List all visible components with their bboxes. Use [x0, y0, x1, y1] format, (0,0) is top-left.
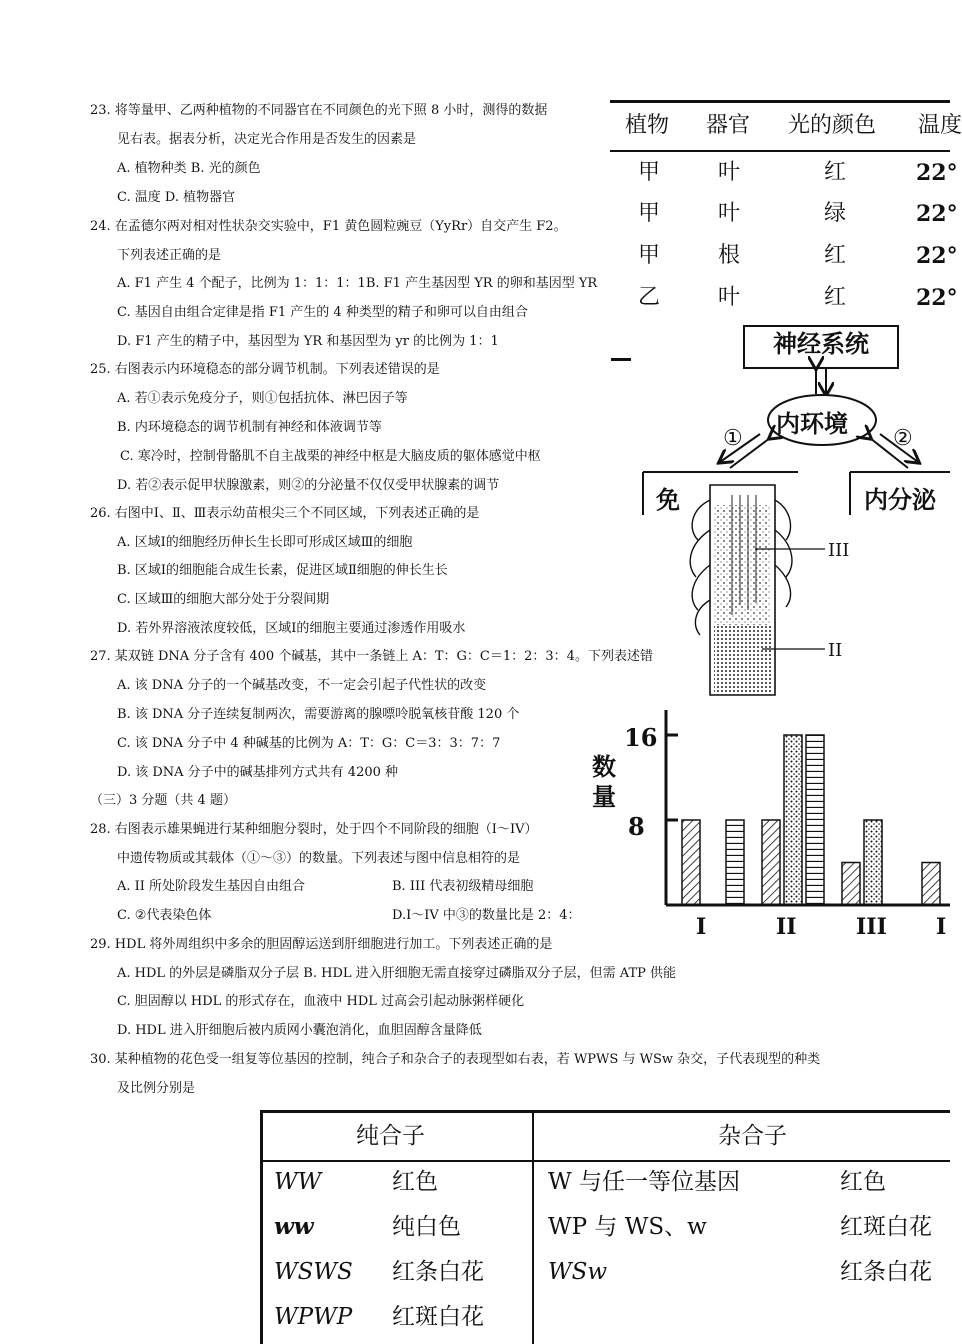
- plant-table: [610, 100, 962, 320]
- chart-tick-16: 16: [624, 723, 658, 752]
- table-cell: 红: [824, 160, 847, 185]
- label-1: ①: [723, 426, 743, 451]
- phenotype-cell: 红斑白花: [840, 1214, 932, 1240]
- gene-header-heterozygous: 杂合子: [718, 1123, 787, 1149]
- table-cell: 22°: [916, 201, 958, 227]
- q25-option-b: B. 内环境稳态的调节机制有神经和体液调节等: [117, 420, 382, 435]
- table-cell: 根: [718, 243, 741, 268]
- genotype-cell: WSWS: [274, 1259, 353, 1285]
- phenotype-cell: 红条白花: [392, 1259, 484, 1285]
- section-heading: （三）3 分题（共 4 题）: [90, 793, 236, 808]
- q25-option-a: A. 若①表示免疫分子，则①包括抗体、淋巴因子等: [117, 391, 408, 406]
- q28-option-a: A. II 所处阶段发生基因自由组合: [117, 879, 306, 894]
- table-cell: 22°: [916, 285, 958, 311]
- gene-header-homozygous: 纯合子: [356, 1123, 425, 1149]
- table-cell: 甲: [638, 201, 661, 226]
- genotype-cell: ww: [274, 1213, 314, 1240]
- table-cell: 叶: [718, 160, 741, 185]
- q28-option-b: B. III 代表初级精母细胞: [392, 879, 534, 894]
- table-cell: 红: [824, 285, 847, 310]
- q23-option-c: C. 温度 D. 植物器官: [117, 190, 236, 205]
- q28-line2: 中遗传物质或其载体（①～③）的数量。下列表述与图中信息相符的是: [117, 851, 521, 866]
- q27-option-d: D. 该 DNA 分子中的碱基排列方式共有 4200 种: [117, 765, 399, 780]
- q27-option-a: A. 该 DNA 分子的一个碱基改变，不一定会引起子代性状的改变: [117, 678, 487, 693]
- x-tick-label: I: [696, 914, 707, 940]
- q30-line1: 30. 某种植物的花色受一组复等位基因的控制，纯合子和杂合子的表现型如右表，若 WPWS 与 WSw 杂交，子代表现型的种类: [90, 1052, 821, 1067]
- label-2: ②: [893, 426, 913, 451]
- q28-option-c: C. ②代表染色体: [117, 908, 212, 923]
- table-cell: 22°: [916, 243, 958, 269]
- table-cell: 红: [824, 243, 847, 268]
- table-header-cell: 器官: [706, 113, 751, 138]
- q27-option-c: C. 该 DNA 分子中 4 种碱基的比例为 A：T：G：C＝3：3：7：7: [117, 736, 501, 751]
- region-2-label: II: [828, 640, 843, 661]
- q23-line2: 见右表。据表分析，决定光合作用是否发生的因素是: [117, 132, 417, 147]
- q29-option-c: C. 胆固醇以 HDL 的形式存在，血液中 HDL 过高会引起动脉粥样硬化: [117, 994, 525, 1009]
- phenotype-cell: 红条白花: [840, 1259, 932, 1285]
- table-header-rule: [610, 150, 950, 152]
- gene-table-header-rule: [260, 1160, 950, 1162]
- genotype-cell: WP 与 WS、w: [548, 1214, 707, 1240]
- q29-line1: 29. HDL 将外周组织中多余的胆固醇运送到肝细胞进行加工。下列表述正确的是: [90, 937, 553, 952]
- table-cell: 甲: [638, 243, 661, 268]
- genotype-cell: WSw: [548, 1259, 608, 1285]
- q23-line1: 23. 将等量甲、乙两种植物的不同器官在不同颜色的光下照 8 小时，测得的数据: [90, 103, 548, 118]
- genotype-cell: WW: [274, 1169, 322, 1195]
- q29-option-a: A. HDL 的外层是磷脂双分子层 B. HDL 进入肝细胞无需直接穿过磷脂双分子层，但需 ATP 供能: [117, 966, 677, 981]
- genotype-cell: WPWP: [274, 1304, 353, 1330]
- table-cell: 乙: [638, 285, 661, 310]
- q28-line1: 28. 右图表示雄果蝇进行某种细胞分裂时，处于四个不同阶段的细胞（I～IV）: [90, 822, 538, 837]
- chart-y-label: 数量: [592, 752, 616, 811]
- bar-1-series-3: [726, 820, 744, 905]
- q24-line1: 24. 在孟德尔两对相对性状杂交实验中，F1 黄色圆粒豌豆（YyRr）自交产生 F2。: [90, 219, 567, 234]
- q27-option-b: B. 该 DNA 分子连续复制两次，需要游离的腺嘌呤脱氧核苷酸 120 个: [117, 707, 520, 722]
- table-cell: 叶: [718, 285, 741, 310]
- q26-option-c: C. 区域Ⅲ的细胞大部分处于分裂间期: [117, 592, 330, 607]
- phenotype-cell: 红色: [840, 1169, 886, 1195]
- bar-3-series-1: [842, 863, 860, 906]
- phenotype-cell: 红斑白花: [392, 1304, 484, 1330]
- gene-table-left-rule: [260, 1110, 263, 1344]
- table-cell: 叶: [718, 201, 741, 226]
- x-tick-label: II: [776, 914, 797, 940]
- table-top-rule: [610, 100, 950, 103]
- table-cell: 绿: [824, 201, 847, 226]
- q26-option-d: D. 若外界溶液浓度较低，区域Ⅰ的细胞主要通过渗透作用吸水: [117, 621, 466, 636]
- bar-4-series-1: [922, 863, 940, 906]
- root-tip-diagram: [680, 485, 830, 695]
- internal-environment-label: 内环境: [776, 409, 848, 438]
- table-cell: 22°: [916, 160, 958, 186]
- q24-option-c: C. 基因自由组合定律是指 F1 产生的 4 种类型的精子和卵可以自由组合: [117, 305, 528, 320]
- q23-option-a: A. 植物种类 B. 光的颜色: [117, 161, 261, 176]
- q25-option-d: D. 若②表示促甲状腺激素，则②的分泌量不仅仅受甲状腺素的调节: [117, 478, 500, 493]
- bar-chart: [660, 700, 950, 910]
- phenotype-cell: 红色: [392, 1169, 438, 1195]
- table-cell: 甲: [638, 160, 661, 185]
- q27-line1: 27. 某双链 DNA 分子含有 400 个碱基，其中一条链上 A：T：G：C＝1：2：3：4。下列表述错: [90, 649, 653, 664]
- bar-2-series-3: [806, 735, 824, 905]
- q24-option-a: A. F1 产生 4 个配子，比例为 1：1：1：1B. F1 产生基因型 YR 的卵和基因型 YR: [117, 276, 598, 291]
- gene-table: [260, 1110, 950, 1344]
- table-header-cell: 植物: [625, 113, 670, 138]
- q26-line1: 26. 右图中Ⅰ、Ⅱ、Ⅲ表示幼苗根尖三个不同区域，下列表述正确的是: [90, 506, 480, 521]
- bar-2-series-1: [762, 820, 780, 905]
- immune-system-label: 免: [656, 485, 680, 514]
- gene-table-divider: [532, 1110, 534, 1344]
- q24-option-d: D. F1 产生的精子中，基因型为 YR 和基因型为 yr 的比例为 1：1: [117, 334, 499, 349]
- q24-line2: 下列表述正确的是: [117, 248, 222, 263]
- nervous-system-box: 神经系统: [743, 325, 899, 369]
- q28-option-d: D.I～IV 中③的数量比是 2：4：: [392, 908, 581, 923]
- gene-table-top-rule: [260, 1110, 950, 1113]
- chart-tick-8: 8: [628, 812, 645, 841]
- q29-option-d: D. HDL 进入肝细胞后被内质网小囊泡消化，血胆固醇含量降低: [117, 1023, 482, 1038]
- bar-3-series-2: [864, 820, 882, 905]
- region-3-label: III: [828, 540, 850, 561]
- x-tick-label: III: [856, 914, 887, 940]
- q26-option-b: B. 区域Ⅰ的细胞能合成生长素，促进区域Ⅱ细胞的伸长生长: [117, 563, 448, 578]
- endocrine-system-label: 内分泌: [864, 485, 936, 514]
- q30-line2: 及比例分别是: [117, 1081, 196, 1096]
- table-header-cell: 温度: [918, 113, 962, 138]
- bar-1-series-1: [682, 820, 700, 905]
- table-header-cell: 光的颜色: [788, 113, 877, 138]
- q26-option-a: A. 区域Ⅰ的细胞经历伸长生长即可形成区域Ⅲ的细胞: [117, 535, 413, 550]
- bar-2-series-2: [784, 735, 802, 905]
- x-tick-label: I: [936, 914, 947, 940]
- q25-line1: 25. 右图表示内环境稳态的部分调节机制。下列表述错误的是: [90, 362, 440, 377]
- q25-option-c: C. 寒冷时，控制骨骼肌不自主战栗的神经中枢是大脑皮质的躯体感觉中枢: [120, 449, 541, 464]
- phenotype-cell: 纯白色: [392, 1214, 461, 1240]
- genotype-cell: W 与任一等位基因: [548, 1169, 740, 1195]
